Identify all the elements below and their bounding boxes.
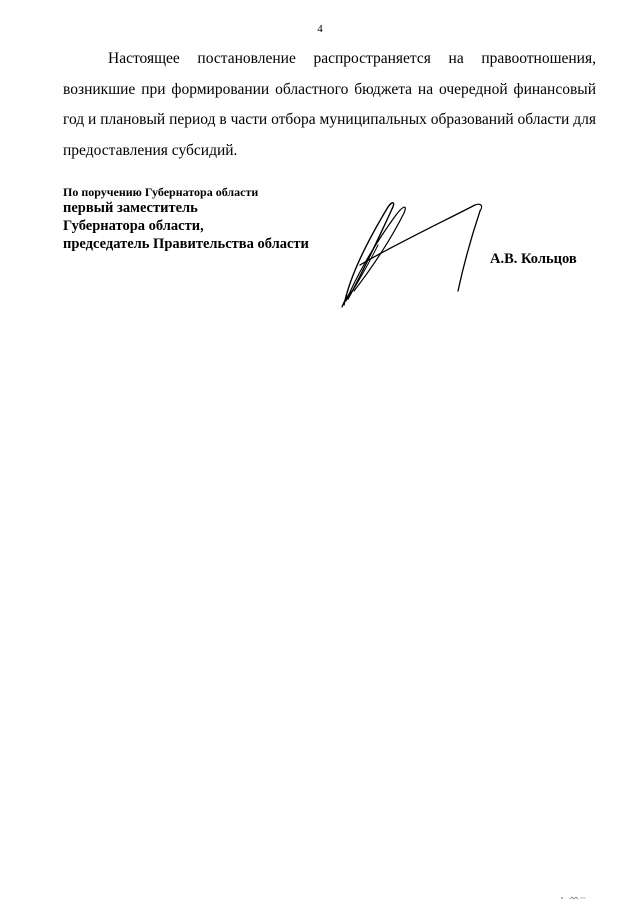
- signer-title-line-3: председатель Правительства области: [63, 236, 309, 252]
- signer-title-line-1: первый заместитель: [63, 200, 198, 216]
- handwritten-signature: [330, 195, 500, 310]
- on-behalf-line: По поручению Губернатора области: [63, 185, 259, 199]
- body-paragraph: Настоящее постановление распространяется на правоотношения, возникшие при формировании областного бюджета на очередной финансовый год и плановый период в части отбора муниципальных образований области для предоставления субсидий.: [63, 50, 596, 159]
- signer-title-line-2: Губернатора области,: [63, 218, 204, 234]
- page-number: 4: [317, 23, 323, 35]
- corner-scan-mark: [560, 895, 590, 901]
- signer-name: А.В. Кольцов: [490, 250, 577, 267]
